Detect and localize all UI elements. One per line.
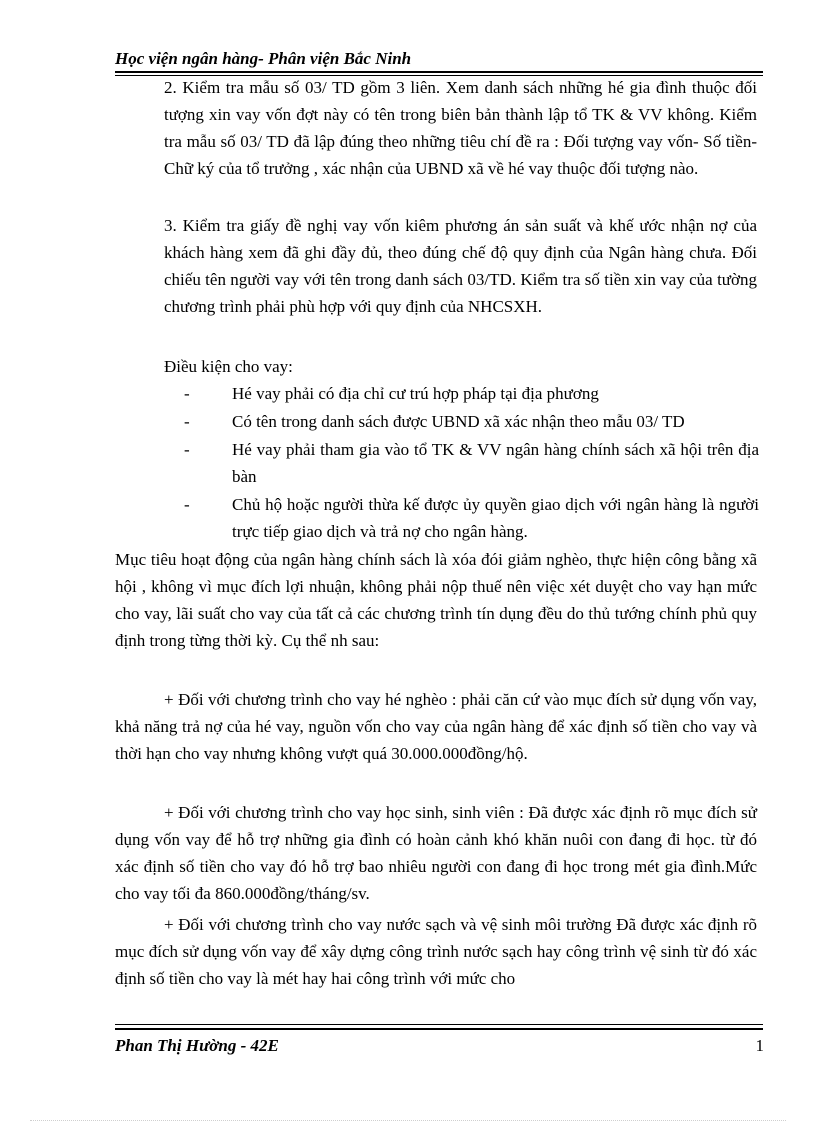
list-item-text: Hé vay phải có địa chỉ cư trú hợp pháp tại địa phương bbox=[232, 384, 599, 403]
header-rule-thick bbox=[115, 71, 763, 73]
page-bottom-border bbox=[30, 1120, 786, 1121]
list-item-text: Hé vay phải tham gia vào tổ TK & VV ngân hàng chính sách xã hội trên địa bàn bbox=[232, 440, 759, 486]
page-number: 1 bbox=[755, 1036, 764, 1055]
bullet-dash: - bbox=[184, 412, 190, 431]
paragraph-item-3: 3. Kiểm tra giấy đề nghị vay vốn kiêm phương án sản suất và khế ước nhận nợ của khách hàng xem đã ghi đầy đủ, theo đúng chế độ quy định của Ngân hàng chưa. Đối chiếu tên người vay với tên trong danh sách 03/TD. Kiểm tra số tiền xin vay của tường chương trình phải phù hợp với quy định của NHCSXH. bbox=[164, 216, 757, 316]
page-header-title: Học viện ngân hàng- Phân viện Bắc Ninh bbox=[115, 49, 412, 68]
bullet-dash: - bbox=[184, 440, 190, 459]
paragraph-objective: Mục tiêu hoạt động của ngân hàng chính sách là xóa đói giảm nghèo, thực hiện công bằng xã hội , không vì mục đích lợi nhuận, không phải nộp thuế nên việc xét duyệt cho vay hạn mức cho vay, lãi suất cho vay của tất cả các chương trình tín dụng đều do thủ tướng chính phủ quy định trong từng thời kỳ. Cụ thể nh sau: bbox=[115, 550, 757, 650]
footer-rule-thin bbox=[115, 1024, 763, 1025]
bullet-dash: - bbox=[184, 495, 190, 514]
paragraph-students: + Đối với chương trình cho vay học sinh, sinh viên : Đã được xác định rõ mục đích sử dụng vốn vay để hỗ trợ những gia đình có hoàn cảnh khó khăn nuôi con đang đi học. từ đó xác định số tiền cho vay đó hỗ trợ bao nhiêu người con đang đi học trong mét gia đình.Mức cho vay tối đa 860.000đồng/tháng/sv. bbox=[115, 803, 757, 903]
list-item-text: Chủ hộ hoặc người thừa kế được ủy quyền giao dịch với ngân hàng là người trực tiếp giao dịch và trả nợ cho ngân hàng. bbox=[232, 495, 759, 541]
paragraph-poor-households: + Đối với chương trình cho vay hé nghèo : phải căn cứ vào mục đích sử dụng vốn vay, khả năng trả nợ của hé vay, nguồn vốn cho vay của ngân hàng để xác định số tiền cho vay và thời hạn cho vay nhưng không vượt quá 30.000.000đồng/hộ. bbox=[115, 690, 757, 763]
list-item-text: Có tên trong danh sách được UBND xã xác nhận theo mẫu 03/ TD bbox=[232, 412, 685, 431]
paragraph-clean-water: + Đối với chương trình cho vay nước sạch và vệ sinh môi trường Đã được xác định rõ mục đích sử dụng vốn vay để xây dựng công trình nước sạch hay công trình vệ sinh từ đó xác định số tiền cho vay là mét hay hai công trình với mức cho bbox=[115, 915, 757, 988]
paragraph-item-2: 2. Kiểm tra mẫu số 03/ TD gồm 3 liên. Xem danh sách những hé gia đình thuộc đối tượng xin vay vốn đợt này có tên trong biên bản thành lập tổ TK & VV không. Kiểm tra mẫu số 03/ TD đã lập đúng theo những tiêu chí đề ra : Đối tượng vay vốn- Số tiền- Chữ ký của tổ trưởng , xác nhận của UBND xã về hé vay thuộc đối tượng nào. bbox=[164, 78, 757, 178]
footer-rule-thick bbox=[115, 1028, 763, 1030]
conditions-heading: Điều kiện cho vay: bbox=[164, 357, 293, 376]
footer-author: Phan Thị Hường - 42E bbox=[115, 1036, 279, 1055]
bullet-dash: - bbox=[184, 384, 190, 403]
